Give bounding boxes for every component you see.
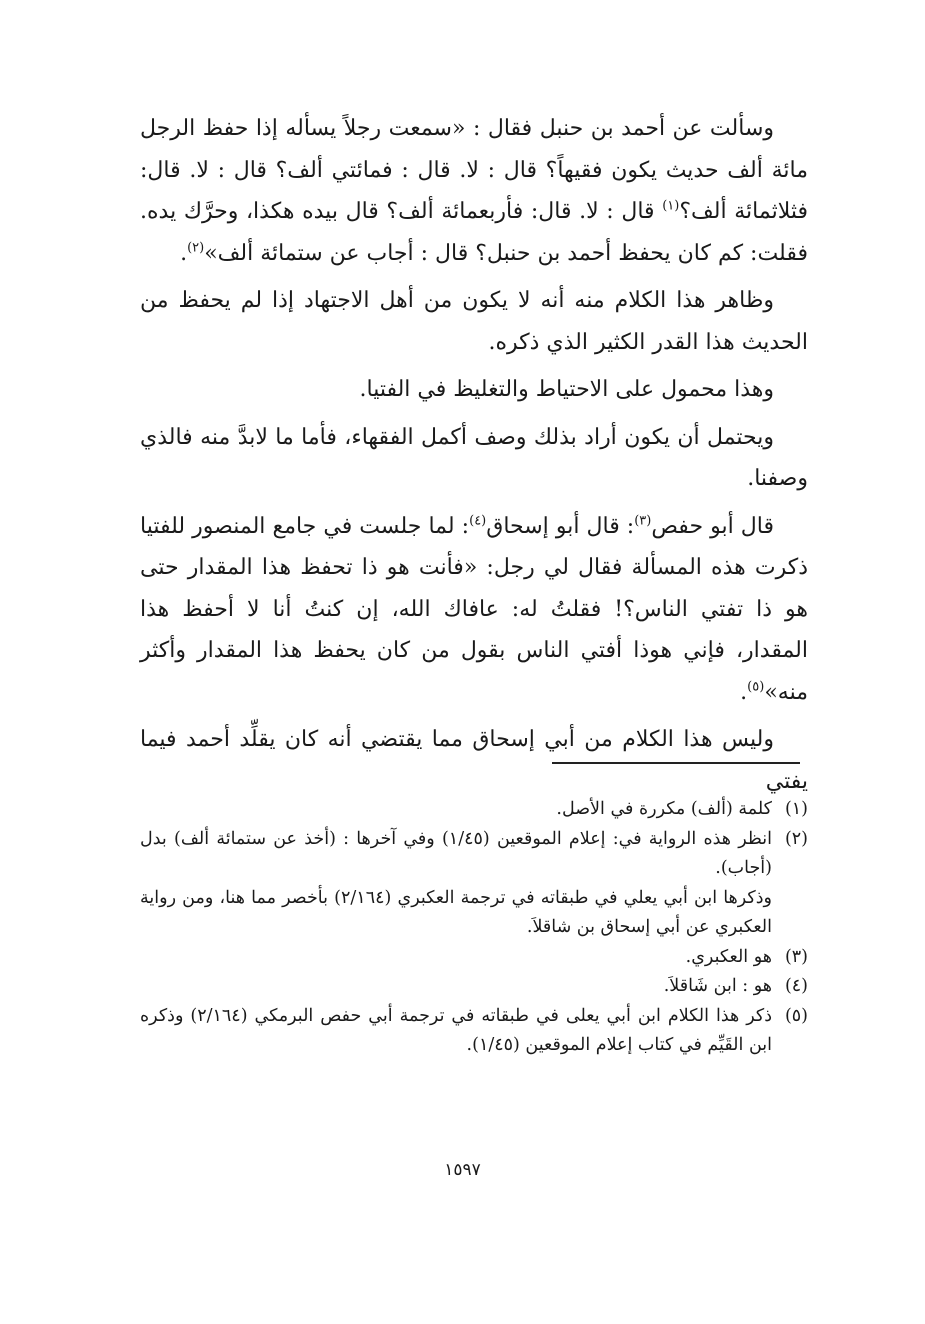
footnote-text (140, 972, 772, 1002)
footnote-item (140, 795, 808, 825)
footnote-item (140, 825, 808, 943)
footnote-ref: (٢) (187, 240, 205, 256)
footnote-line: وذكرها ابن أبي يعلي في طبقاته في ترجمة العكبري (٢/١٦٤) بأخصر مما هنا، ومن رواية العكبري عن أبي إسحاق بن شاقلاَ. (140, 887, 773, 937)
text-run: . (180, 240, 188, 266)
page-number: ١٥٩٧ (444, 1160, 481, 1180)
text-run: . (740, 679, 748, 705)
footnote-number: (٣) (784, 946, 808, 967)
footnote-line: انظر هذه الرواية في: إعلام الموقعين (١/٤٥) وفي آخرها : (أخذ عن ستمائة ألف) بدل (أجاب). (140, 828, 772, 878)
main-text-body (140, 108, 808, 808)
footnote-ref: (٤) (469, 513, 487, 529)
text-run: وهذا محمول على الاحتياط والتغليظ في الفتيا. (359, 377, 774, 402)
text-run: : قال أبو إسحاق (486, 513, 635, 539)
paragraph (140, 369, 808, 411)
footnote-separator (552, 762, 800, 764)
footnote-item (140, 943, 808, 973)
footnote-line: هو العكبري. (685, 946, 772, 967)
footnote-number: (١) (784, 799, 808, 819)
footnote-text (140, 825, 772, 943)
footnote-number: (٥) (784, 1005, 808, 1026)
text-run: : لما جلست في جامع المنصور للفتيا ذكرت هذه المسألة فقال لي رجل: «فأنت هو ذا تحفظ هذا المقدار حتى هو ذا تفتي الناس؟! فقلتُ له: عافاك الله، إن كنتُ أنا لا أحفظ هذا المقدار، فإني هوذا أفتي الناس بقول من كان يحفظ هذا المقدار وأكثر منه» (140, 513, 808, 705)
text-run: وسألت عن أحمد بن حنبل فقال : «سمعت رجلاً يسأله إذا حفظ الرجل مائة ألف حديث يكون فقيهاً؟ قال : لا. قال : فمائتي ألف؟ قال : لا. قال: فثلاثمائة ألف؟ (140, 116, 808, 224)
footnote-line: ذكر هذا الكلام ابن أبي يعلى في طبقاته في ترجمة أبي حفص البرمكي (٢/١٦٤) وذكره ابن القَيِّم في كتاب إعلام الموقعين (١/٤٥). (140, 1005, 772, 1055)
footnote-number: (٢) (784, 828, 808, 849)
footnotes-section (140, 795, 808, 1061)
text-run: ويحتمل أن يكون أراد بذلك وصف أكمل الفقهاء، فأما ما لابدَّ منه فالذي وصفنا. (140, 424, 808, 491)
footnote-text (140, 1002, 772, 1061)
footnote-ref: (٥) (747, 679, 765, 695)
paragraph (140, 506, 808, 714)
footnote-number: (٤) (784, 976, 808, 996)
footnote-line: هو : ابن شَاقلاَ. (663, 976, 772, 996)
footnote-line: كلمة (ألف) مكررة في الأصل. (556, 799, 772, 819)
text-run: قال : لا. قال: فأربعمائة ألف؟ قال بيده هكذا، وحرَّك يده. فقلت: كم كان يحفظ أحمد بن حنبل؟ قال : أجاب عن ستمائة ألف» (140, 199, 808, 266)
footnote-ref: (٣) (634, 513, 652, 529)
paragraph (140, 719, 808, 802)
text-run: وظاهر هذا الكلام منه أنه لا يكون من أهل الاجتهاد إذا لم يحفظ من الحديث هذا القدر الكثير الذي ذكره. (140, 288, 808, 355)
footnote-item (140, 1002, 808, 1061)
text-run: وليس هذا الكلام من أبي إسحاق مما يقتضي أنه كان يقلِّد أحمد فيما يفتي (140, 727, 808, 794)
paragraph (140, 280, 808, 363)
footnote-item (140, 972, 808, 1002)
text-run: قال أبو حفص (651, 513, 774, 539)
paragraph (140, 108, 808, 274)
footnote-text (140, 943, 772, 973)
footnote-text (140, 795, 772, 825)
paragraph (140, 417, 808, 500)
footnote-ref: (١) (662, 198, 680, 214)
